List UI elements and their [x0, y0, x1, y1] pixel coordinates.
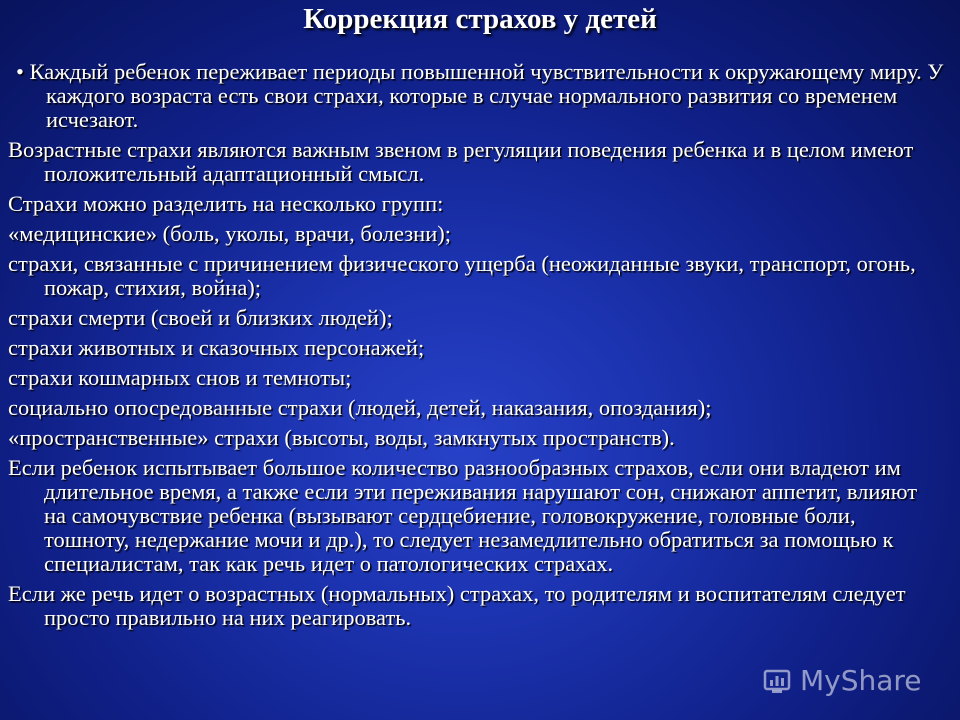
fear-group-social: социально опосредованные страхи (людей, детей, наказания, опоздания);: [8, 395, 712, 420]
fear-group-death: страхи смерти (своей и близких людей);: [8, 305, 393, 330]
paragraph-3: Страхи можно разделить на несколько групп:: [8, 191, 444, 216]
fear-group-spatial: «пространственные» страхи (высоты, воды, замкнутых пространств).: [8, 425, 675, 450]
fear-group-nightmares: страхи кошмарных снов и темноты;: [8, 365, 352, 390]
paragraph-1-text: Каждый ребенок переживает периоды повышенной чувствительности к окружающему миру. У каждого возраста есть свои страхи, которые в случае нормального развития со временем исчезают.: [29, 59, 944, 132]
watermark-text: MyShare: [800, 663, 922, 697]
myshared-logo-icon: [762, 665, 792, 695]
fear-group-animals: страхи животных и сказочных персонажей;: [8, 335, 425, 360]
paragraph-normal-fears: Если же речь идет о возрастных (нормальных) страхах, то родителям и воспитателям следует просто правильно на них реагировать.: [8, 581, 906, 630]
fear-group-physical-harm: страхи, связанные с причинением физического ущерба (неожиданные звуки, транспорт, огонь, пожар, стихия, война);: [8, 251, 916, 300]
paragraph-2: Возрастные страхи являются важным звеном в регуляции поведения ребенка и в целом имеют положительный адаптационный смысл.: [8, 137, 914, 186]
paragraph-specialist: Если ребенок испытывает большое количество разнообразных страхов, если они владеют им длительное время, а также если эти переживания нарушают сон, снижают аппетит, влияют на самочувствие ребенка (вызывают сердцебиение, головокружение, головные боли, тошноту, недержание мочи и др.), то следует незамедлительно обратиться за помощью к специалистам, так как речь идет о патологических страхах.: [8, 455, 918, 576]
slide-body: [8, 60, 944, 636]
watermark: [762, 658, 952, 702]
paragraph-1: [8, 60, 944, 132]
slide-title: Коррекция страхов у детей: [303, 3, 657, 35]
bullet-marker: •: [16, 59, 24, 84]
fear-group-medical: «медицинские» (боль, уколы, врачи, болезни);: [8, 221, 452, 246]
